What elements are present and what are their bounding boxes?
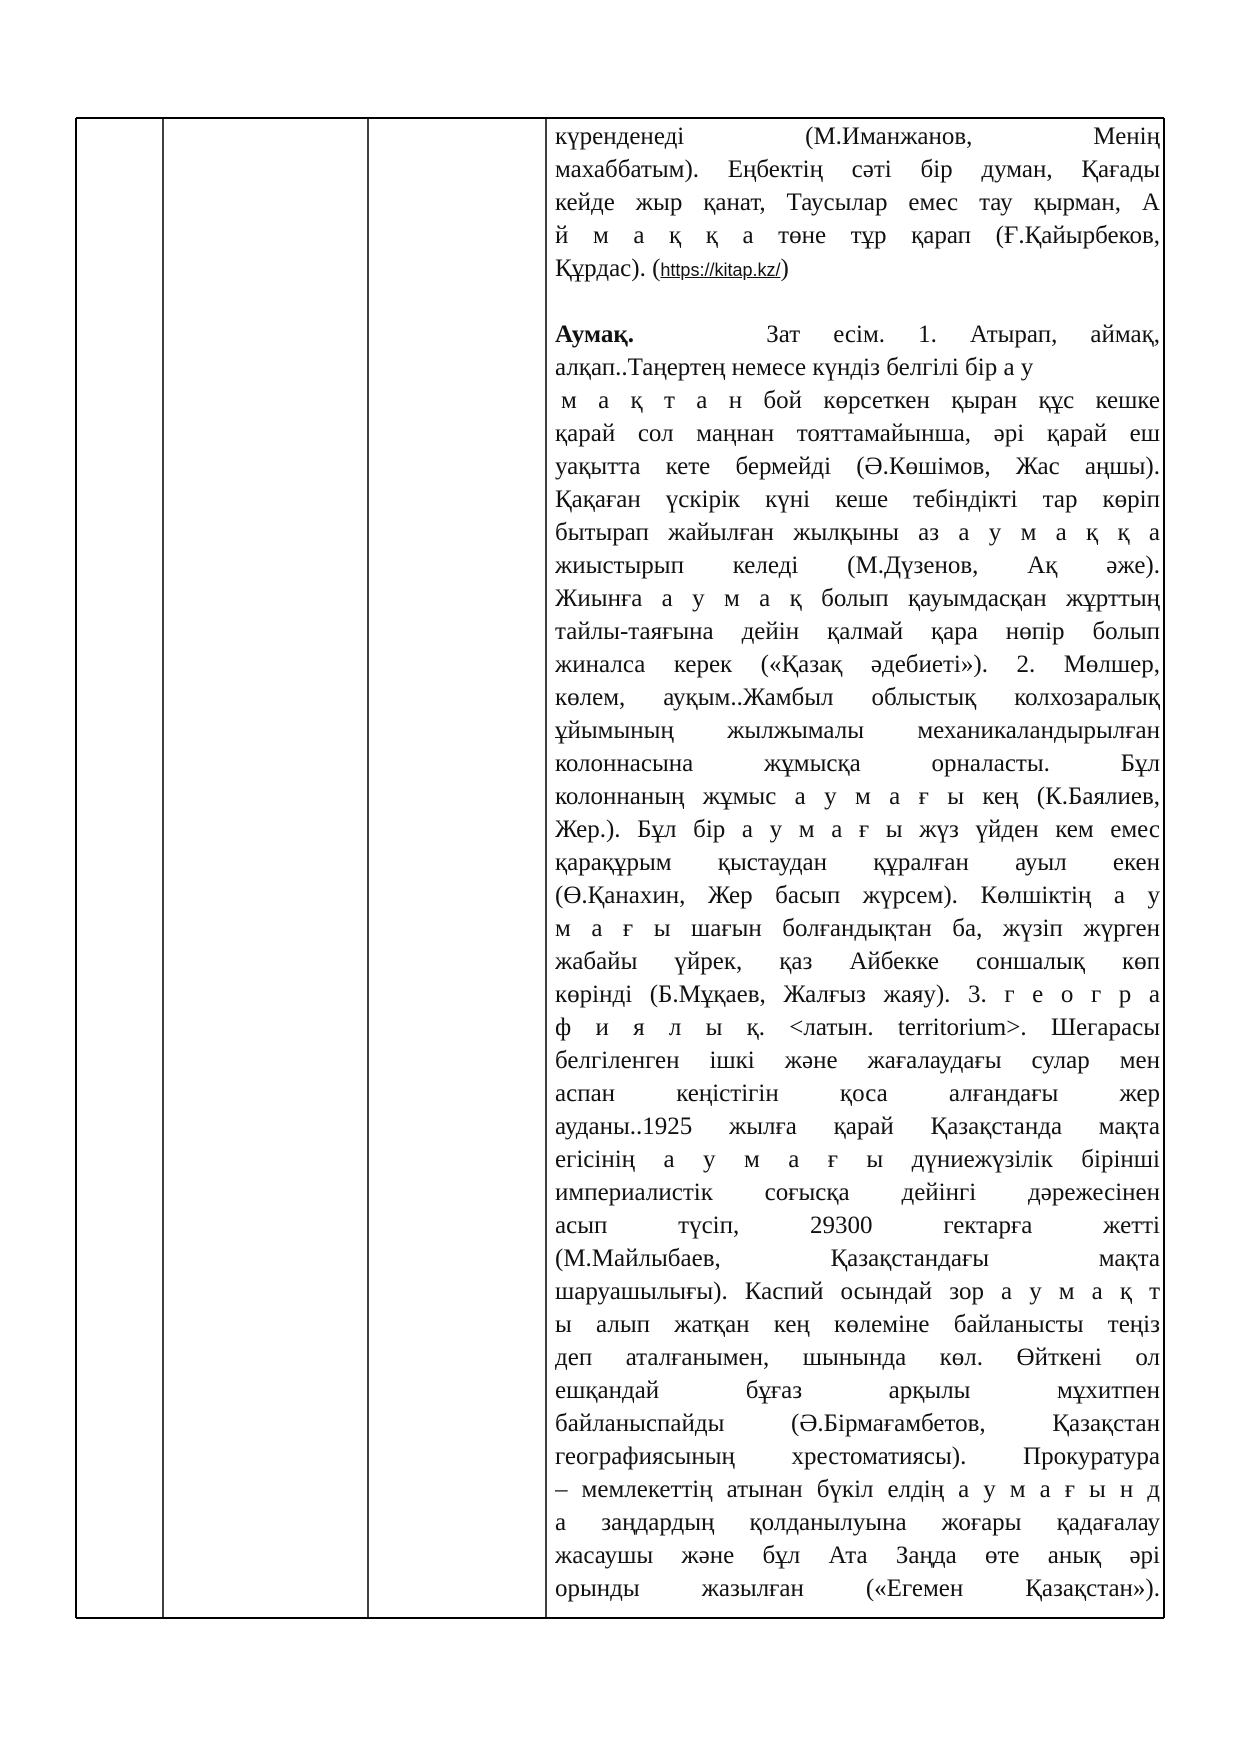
- text-line: м а ғ ы шағын болғандықтан ба, жүзіп жүрген: [555, 915, 1160, 942]
- text-line: белгіленген ішкі және жағалаудағы сулар мен: [555, 1047, 1160, 1074]
- text-line: уақытта кете бермейді (Ә.Көшімов, Жас аңшы).: [555, 453, 1160, 480]
- text-line: кейде жыр қанат, Таусылар емес тау қырман, А: [555, 189, 1160, 216]
- text-line: махаббатым). Еңбектің сәті бір думан, Қағады: [555, 156, 1160, 183]
- text-line: колоннаның жұмыс а у м а ғ ы кең (К.Баялиев,: [555, 783, 1160, 810]
- text-line: тайлы-таяғына дейін қалмай қара нөпір болып: [555, 618, 1160, 645]
- text-line: м а қ т а н бой көрсеткен қыран құс кешке: [561, 387, 1160, 414]
- text-line: Қақаған үскірік күні кеше тебіндікті тар көріп: [555, 486, 1160, 513]
- source-link[interactable]: https://kitap.kz/: [660, 260, 781, 280]
- text-line: егісінің а у м а ғ ы дүниежүзілік бірінші: [555, 1146, 1160, 1173]
- entry-text-cell: [555, 117, 1160, 1617]
- text-line: көлем, ауқым..Жамбыл облыстық колхозаралық: [555, 684, 1160, 711]
- text-line: Жиынға а у м а қ болып қауымдасқан жұрттың: [555, 585, 1160, 612]
- text-line: империалистік соғысқа дейінгі дәрежесінен: [555, 1179, 1160, 1206]
- text-line: күренденеді (М.Иманжанов, Менің: [555, 123, 1160, 150]
- text-line: асып түсіп, 29300 гектарға жетті: [555, 1212, 1160, 1239]
- text-line: шаруашылығы). Каспий осындай зор а у м а қ т: [555, 1278, 1160, 1305]
- text-line: (Ө.Қанахин, Жер басып жүрсем). Көлшіктің а у: [555, 882, 1160, 909]
- text-line: ф и я л ы қ. <латын. territorium>. Шегарасы: [555, 1014, 1160, 1041]
- text-line: қарақұрым қыстаудан құралған ауыл екен: [555, 849, 1160, 876]
- link-closing-paren: ): [780, 255, 789, 282]
- text-line: көрінді (Б.Мұқаев, Жалғыз жаяу). 3. г е о г р а: [555, 981, 1160, 1008]
- text-line: колоннасына жұмысқа орналасты. Бұл: [555, 750, 1160, 777]
- headword: Аумақ.: [555, 321, 634, 348]
- dictionary-table: [75, 117, 1165, 1619]
- text-line: жиыстырып келеді (М.Дүзенов, Ақ әже).: [555, 552, 1160, 579]
- text-line-with-link: [555, 252, 1160, 285]
- text-line: алқап..Таңертең немесе күндіз белгілі бір а у: [555, 354, 1034, 381]
- text-line: – мемлекеттің атынан бүкіл елдің а у м а ғ ы н д: [555, 1476, 1160, 1503]
- text-line: ы алып жатқан кең көлеміне байланысты теңіз: [555, 1311, 1160, 1338]
- text-line: жабайы үйрек, қаз Айбекке соншалық көп: [555, 948, 1160, 975]
- text-line: географиясының хрестоматиясы). Прокуратура: [555, 1443, 1160, 1470]
- text-line: жиналса керек («Қазақ әдебиеті»). 2. Мөлшер,: [555, 651, 1160, 678]
- text-line: Жер.). Бұл бір а у м а ғ ы жүз үйден кем емес: [555, 816, 1160, 843]
- text-line: қарай сол маңнан тояттамайынша, әрі қарай еш: [555, 420, 1160, 447]
- text-line: ауданы..1925 жылға қарай Қазақстанда мақта: [555, 1113, 1160, 1140]
- text-line: а заңдардың қолданылуына жоғары қадағалау: [555, 1509, 1160, 1536]
- text-line: (М.Майлыбаев, Қазақстандағы мақта: [555, 1245, 1160, 1272]
- text-line: аспан кеңістігін қоса алғандағы жер: [555, 1080, 1160, 1107]
- text-line: жасаушы және бұл Ата Заңда өте анық әрі: [555, 1542, 1160, 1569]
- text-line: ұйымының жылжымалы механикаландырылған: [555, 717, 1160, 744]
- text-line: Құрдас). (: [555, 255, 661, 282]
- text-line: орынды жазылған («Егемен Қазақстан»).: [555, 1575, 1160, 1602]
- text-line: ешқандай бұғаз арқылы мұхитпен: [555, 1377, 1160, 1404]
- text-line: бытырап жайылған жылқыны аз а у м а қ қ а: [555, 519, 1160, 546]
- text-line: байланыспайды (Ә.Бірмағамбетов, Қазақстан: [555, 1410, 1160, 1437]
- headword-line: [555, 318, 1160, 351]
- text-line: й м а қ қ а төне тұр қарап (Ғ.Қайырбеков,: [555, 222, 1160, 249]
- text-line: Зат есім. 1. Атырап, аймақ,: [766, 321, 1160, 348]
- text-line: деп аталғанымен, шынында көл. Өйткені ол: [555, 1344, 1160, 1371]
